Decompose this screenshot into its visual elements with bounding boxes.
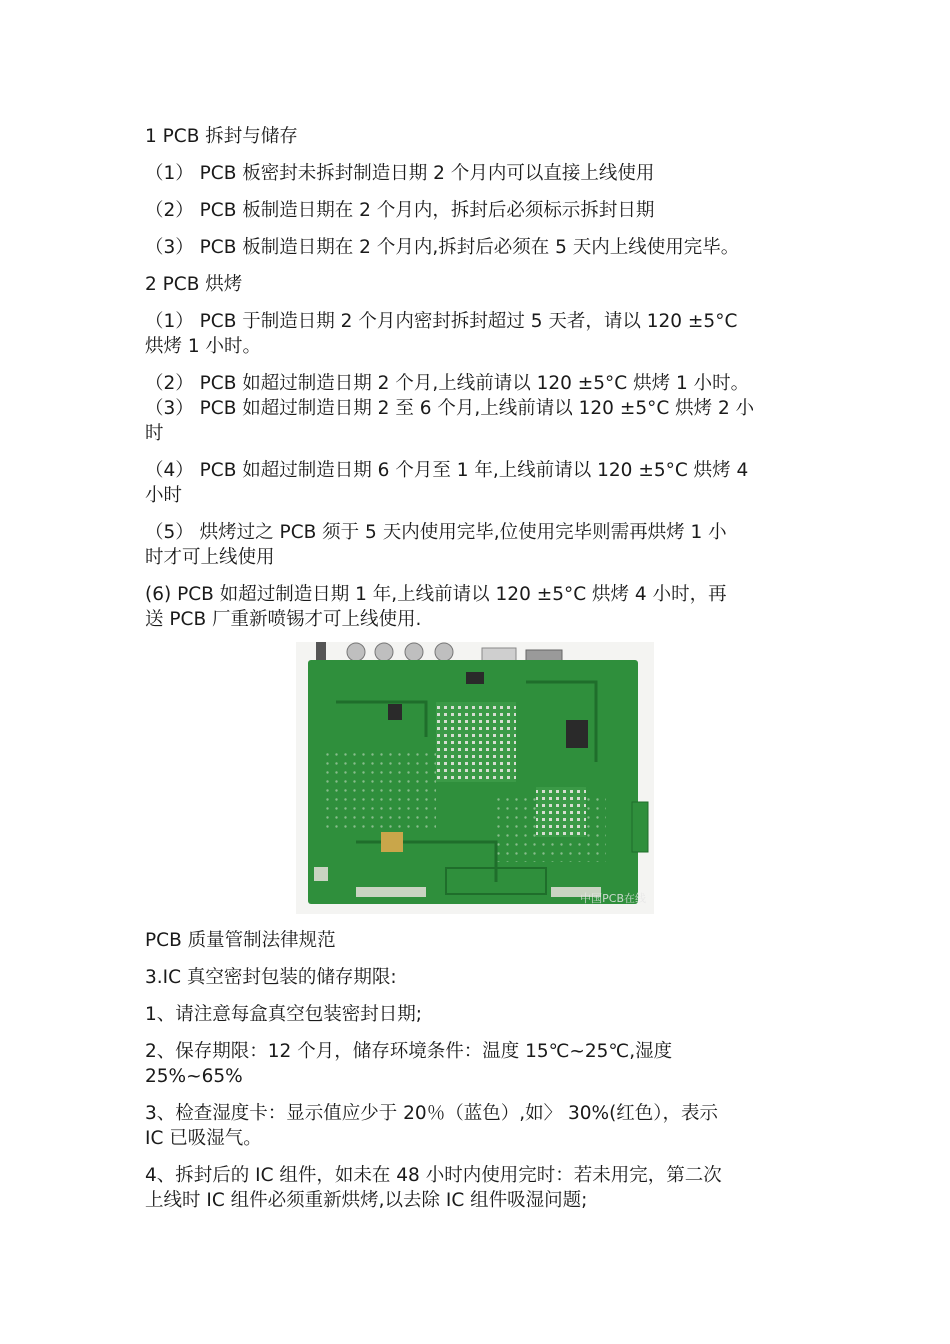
photo-watermark: 中国PCB在线	[580, 892, 646, 905]
section-3-item-4-line-1: 4、拆封后的 IC 组件，如未在 48 小时内使用完时：若未用完，第二次	[145, 1165, 722, 1186]
section-1-item-2: （2） PCB 板制造日期在 2 个月内，拆封后必须标示拆封日期	[145, 200, 655, 221]
photo-caption: PCB 质量管制法律规范	[145, 930, 336, 951]
section-3-heading: 3.IC 真空密封包装的储存期限:	[145, 967, 397, 988]
section-2-item-5-line-1: （5） 烘烤过之 PCB 须于 5 天内使用完毕,位使用完毕则需再烘烤 1 小	[145, 522, 727, 543]
section-3-item-3-line-1: 3、检查湿度卡：显示值应少于 20％（蓝色）,如〉 30%(红色），表示	[145, 1103, 719, 1124]
section-2-item-2: （2） PCB 如超过制造日期 2 个月,上线前请以 120 ±5°C 烘烤 1 小时。	[145, 373, 750, 394]
section-1-heading: 1 PCB 拆封与储存	[145, 126, 298, 147]
section-2-item-4-line-1: （4） PCB 如超过制造日期 6 个月至 1 年,上线前请以 120 ±5°C 烘烤 4	[145, 460, 749, 481]
pcb-board-illustration	[296, 642, 654, 914]
section-2-item-4-line-2: 小时	[145, 485, 183, 506]
section-2-heading: 2 PCB 烘烤	[145, 274, 243, 295]
section-1-item-3: （3） PCB 板制造日期在 2 个月内,拆封后必须在 5 天内上线使用完毕。	[145, 237, 740, 258]
section-3-item-3-line-2: IC 已吸湿气。	[145, 1128, 262, 1149]
section-2-item-5-line-2: 时才可上线使用	[145, 547, 275, 568]
section-1-item-1: （1） PCB 板密封未拆封制造日期 2 个月内可以直接上线使用	[145, 163, 655, 184]
section-2-item-3-line-2: 时	[145, 423, 164, 444]
pcb-board-photo	[296, 642, 654, 914]
section-3-item-1: 1、请注意每盒真空包装密封日期;	[145, 1004, 423, 1025]
section-2-item-6-line-1: (6) PCB 如超过制造日期 1 年,上线前请以 120 ±5°C 烘烤 4 小时，再	[145, 584, 727, 605]
section-2-item-1-line-1: （1） PCB 于制造日期 2 个月内密封拆封超过 5 天者，请以 120 ±5°C	[145, 311, 738, 332]
section-2-item-3-line-1: （3） PCB 如超过制造日期 2 至 6 个月,上线前请以 120 ±5°C 烘烤 2 小	[145, 398, 755, 419]
section-2-item-6-line-2: 送 PCB 厂重新喷锡才可上线使用.	[145, 609, 422, 630]
section-3-item-2-line-2: 25%~65%	[145, 1066, 243, 1087]
section-2-item-1-line-2: 烘烤 1 小时。	[145, 336, 262, 357]
section-3-item-2-line-1: 2、保存期限：12 个月，储存环境条件：温度 15℃~25℃,湿度	[145, 1041, 673, 1062]
section-3-item-4-line-2: 上线时 IC 组件必须重新烘烤,以去除 IC 组件吸湿问题;	[145, 1190, 588, 1211]
